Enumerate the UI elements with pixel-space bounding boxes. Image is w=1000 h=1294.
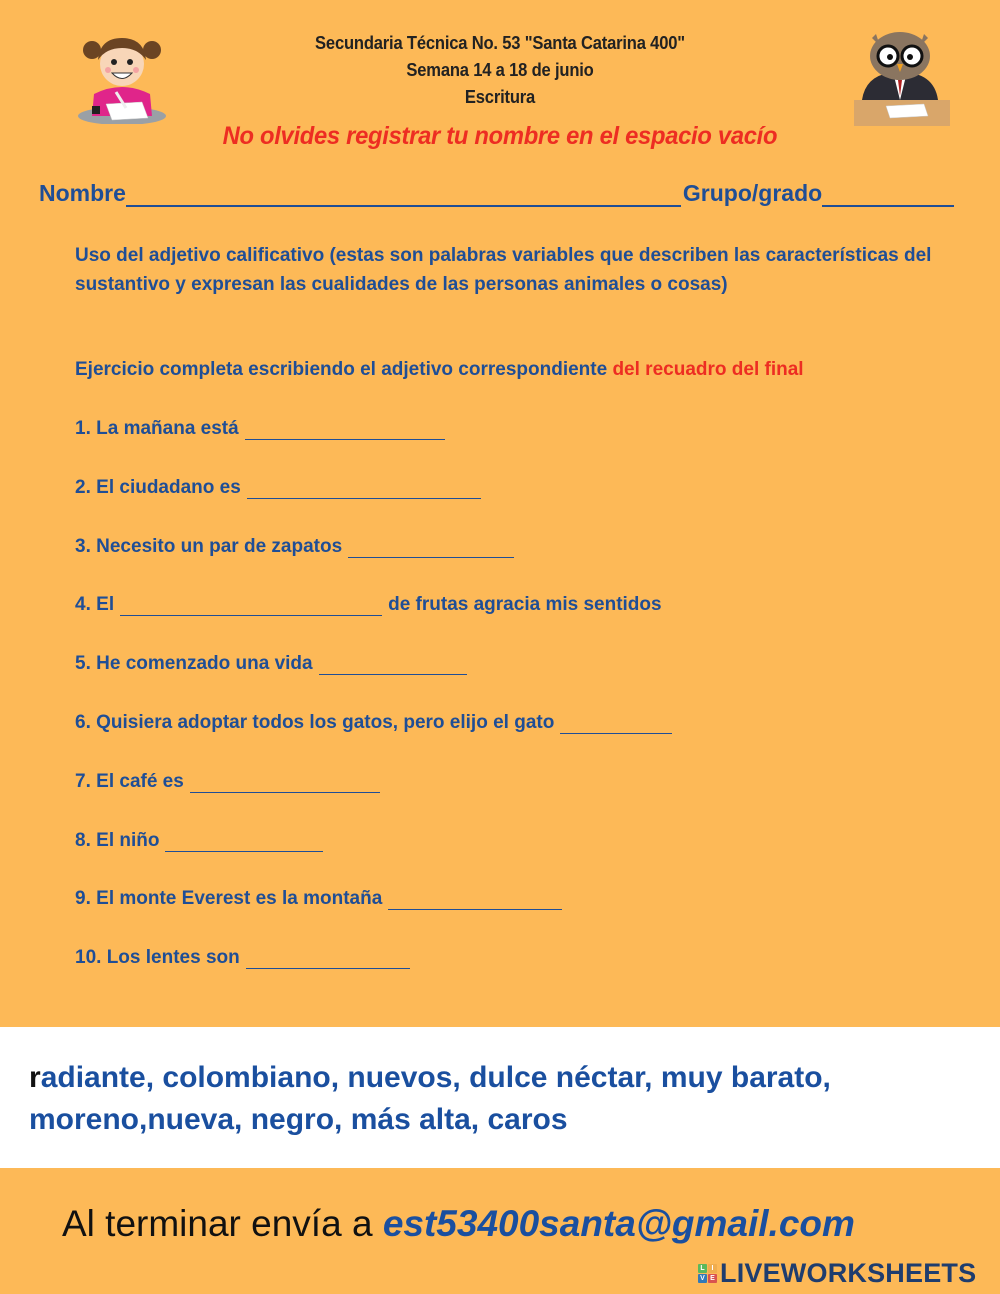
question-text: El café es (96, 771, 184, 792)
answer-field-5[interactable] (319, 657, 467, 675)
question-text: El niño (96, 830, 160, 851)
instruction-highlight: del recuadro del final (612, 359, 804, 380)
intro-text: Uso del adjetivo calificativo (estas son palabras variables que describen las características del sustantivo y expresan las cualidades de las personas animales o cosas) (75, 245, 932, 295)
instruction-text: Ejercicio completa escribiendo el adjetivo correspondiente (75, 359, 613, 380)
question-number: 5. (75, 653, 91, 674)
question-text: El (96, 594, 115, 615)
name-reminder (0, 122, 1000, 151)
question-number: 9. (75, 888, 91, 909)
question-text: El ciudadano es (96, 477, 241, 498)
name-label: Nombre (39, 180, 126, 206)
week-dates: Semana 14 a 18 de junio (406, 60, 594, 80)
exercise-instruction (75, 359, 970, 381)
question-text-after: de frutas agracia mis sentidos (388, 594, 662, 615)
live-badge-icon: L I V E (698, 1264, 717, 1283)
question-text: La mañana está (96, 418, 239, 439)
subject-title: Escritura (464, 87, 536, 107)
word-bank-line-1-rest: adiante, colombiano, nuevos, dulce néctar, muy barato, (40, 1061, 831, 1094)
question-1 (75, 418, 451, 440)
question-number: 3. (75, 536, 91, 557)
question-number: 7. (75, 771, 91, 792)
answer-field-7[interactable] (190, 775, 380, 793)
answer-field-9[interactable] (388, 892, 562, 910)
answer-field-8[interactable] (165, 834, 323, 852)
question-text: He comenzado una vida (96, 653, 313, 674)
question-text: Quisiera adoptar todos los gatos, pero elijo el gato (96, 712, 555, 733)
word-bank-line-2: moreno,nueva, negro, más alta, caros (29, 1103, 568, 1136)
email-link[interactable]: est53400santa@gmail.com (382, 1203, 855, 1244)
question-number: 2. (75, 477, 91, 498)
word-bank-first-letter: r (29, 1061, 41, 1094)
question-text: Necesito un par de zapatos (96, 536, 343, 557)
question-number: 1. (75, 418, 91, 439)
question-number: 8. (75, 830, 91, 851)
question-6 (75, 712, 678, 734)
answer-field-1[interactable] (245, 422, 445, 440)
question-text: El monte Everest es la montaña (96, 888, 383, 909)
question-9 (75, 888, 568, 910)
school-name: Secundaria Técnica No. 53 "Santa Catarina 400" (315, 33, 685, 53)
logo-text: LIVEWORKSHEETS (720, 1257, 977, 1288)
name-field[interactable] (126, 185, 681, 207)
question-2 (75, 477, 487, 499)
answer-field-3[interactable] (348, 540, 514, 558)
question-5 (75, 653, 473, 675)
question-10 (75, 947, 416, 969)
question-number: 4. (75, 594, 91, 615)
name-group-row (39, 180, 984, 207)
group-label: Grupo/grado (682, 180, 823, 206)
answer-field-2[interactable] (247, 481, 481, 499)
question-number: 6. (75, 712, 91, 733)
answer-field-10[interactable] (246, 951, 410, 969)
reminder-text: No olvides registrar tu nombre en el espacio vacío (222, 122, 778, 150)
submission-instruction (62, 1203, 855, 1245)
question-3 (75, 536, 520, 558)
liveworksheets-logo[interactable] (698, 1259, 976, 1287)
question-8 (75, 830, 329, 852)
question-number: 10. (75, 947, 102, 968)
question-7 (75, 771, 386, 793)
group-field[interactable] (822, 185, 954, 207)
question-text: Los lentes son (106, 947, 240, 968)
word-bank-text (29, 1057, 979, 1141)
word-bank-line-1 (29, 1057, 979, 1099)
answer-field-4[interactable] (120, 598, 382, 616)
worksheet-header (0, 30, 1000, 111)
send-text: Al terminar envía a (62, 1203, 383, 1244)
question-4 (75, 594, 662, 616)
answer-field-6[interactable] (560, 716, 672, 734)
